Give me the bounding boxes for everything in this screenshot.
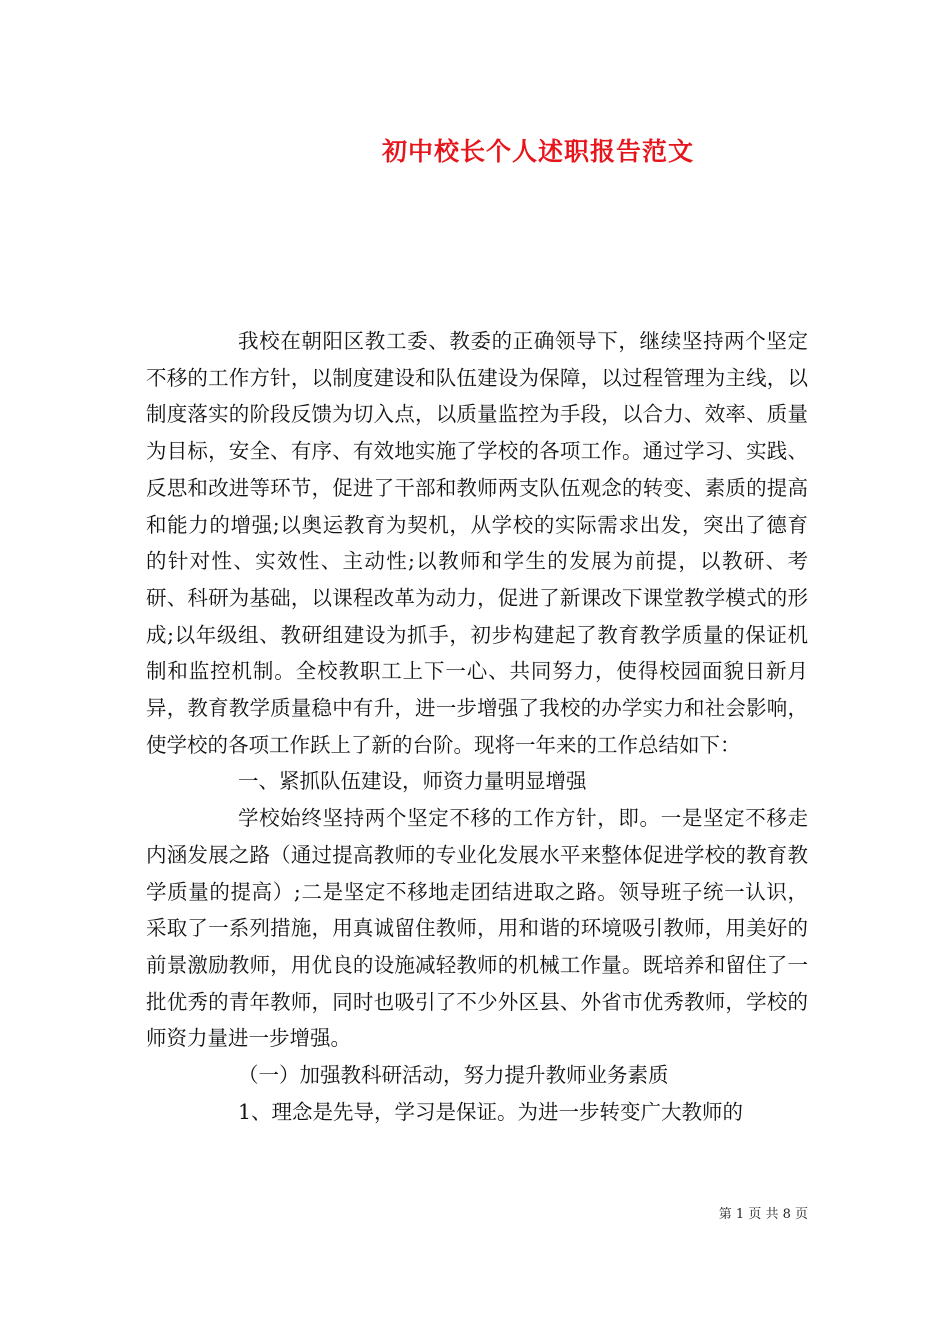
item-paragraph: 1、理念是先导，学习是保证。为进一步转变广大教师的 bbox=[238, 1099, 744, 1124]
subsection-heading: （一）加强教科研活动，努力提升教师业务素质 bbox=[238, 1063, 669, 1088]
section-heading: 一、紧抓队伍建设，师资力量明显增强 bbox=[238, 769, 587, 794]
intro-paragraph: 我校在朝阳区教工委、教委的正确领导下，继续坚持两个坚定不移的工作方针，以制度建设和队伍建设为保障，以过程管理为主线，以制度落实的阶段反馈为切入点，以质量监控为手段，以合力、效率、质量为目标，安全、有序、有效地实施了学校的各项工作。通过学习、实践、反思和改进等环节，促进了干部和教师两支队伍观念的转变、素质的提高和能力的增强;以奥运教育为契机，从学校的实际需求出发，突出了德育的针对性、实效性、主动性;以教师和学生的发展为前提，以教研、考研、科研为基础，以课程改革为动力，促进了新课改下课堂教学模式的形成;以年级组、教研组建设为抓手，初步构建起了教育教学质量的保证机制和监控机制。全校教职工上下一心、共同努力，使得校园面貌日新月异，教育教学质量稳中有升，进一步增强了我校的办学实力和社会影响，使学校的各项工作跃上了新的台阶。现将一年来的工作总结如下： bbox=[146, 329, 808, 757]
page-footer: 第 1 页 共 8 页 bbox=[718, 1207, 808, 1222]
document-title: 初中校长个人述职报告范文 bbox=[381, 137, 694, 166]
section-paragraph: 学校始终坚持两个坚定不移的工作方针，即。一是坚定不移走内涵发展之路（通过提高教师的专业化发展水平来整体促进学校的教育教学质量的提高）;二是坚定不移地走团结进取之路。领导班子统一认识，采取了一系列措施，用真诚留住教师，用和谐的环境吸引教师，用美好的前景激励教师，用优良的设施减轻教师的机械工作量。既培养和留住了一批优秀的青年教师，同时也吸引了不少外区县、外省市优秀教师，学校的师资力量进一步增强。 bbox=[146, 806, 808, 1051]
document-body bbox=[146, 323, 808, 1130]
